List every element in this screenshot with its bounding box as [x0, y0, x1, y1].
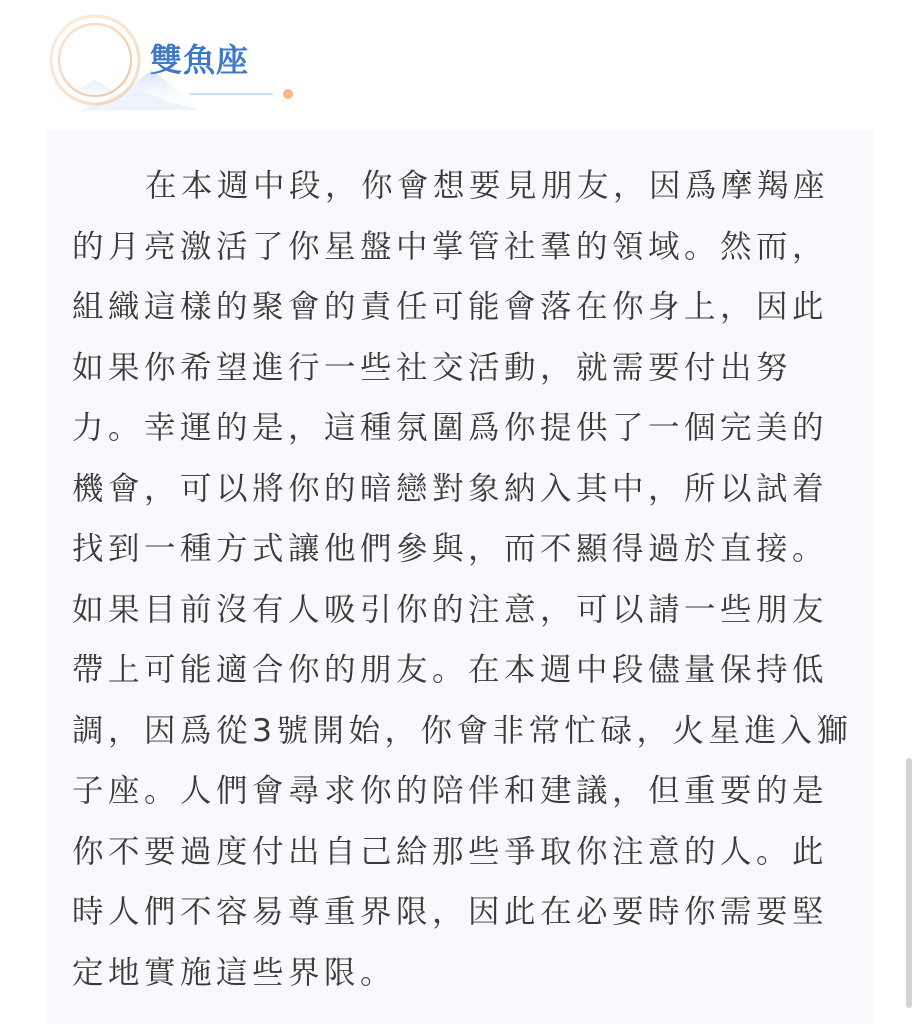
article-paragraph: 在本週中段，你會想要見朋友，因爲摩羯座的月亮激活了你星盤中掌管社羣的領域。然而，組織這樣的聚會的責任可能會落在你身上，因此如果你希望進行一些社交活動，就需要付出努力。幸運的是，這種氛圍爲你提供了一個完美的機會，可以將你的暗戀對象納入其中，所以試着找到一種方式讓他們參與，而不顯得過於直接。如果目前沒有人吸引你的注意，可以請一些朋友帶上可能適合你的朋友。在本週中段儘量保持低調，因爲從3號開始，你會非常忙碌，火星進入獅子座。人們會尋求你的陪伴和建議，但重要的是你不要過度付出自己給那些爭取你注意的人。此時人們不容易尊重界限，因此在必要時你需要堅定地實施這些界限。 — [72, 168, 853, 991]
section-title: 雙魚座 — [150, 41, 250, 79]
section-header — [0, 0, 922, 120]
scrollbar-thumb[interactable] — [906, 758, 912, 1008]
article-card — [46, 130, 874, 1024]
